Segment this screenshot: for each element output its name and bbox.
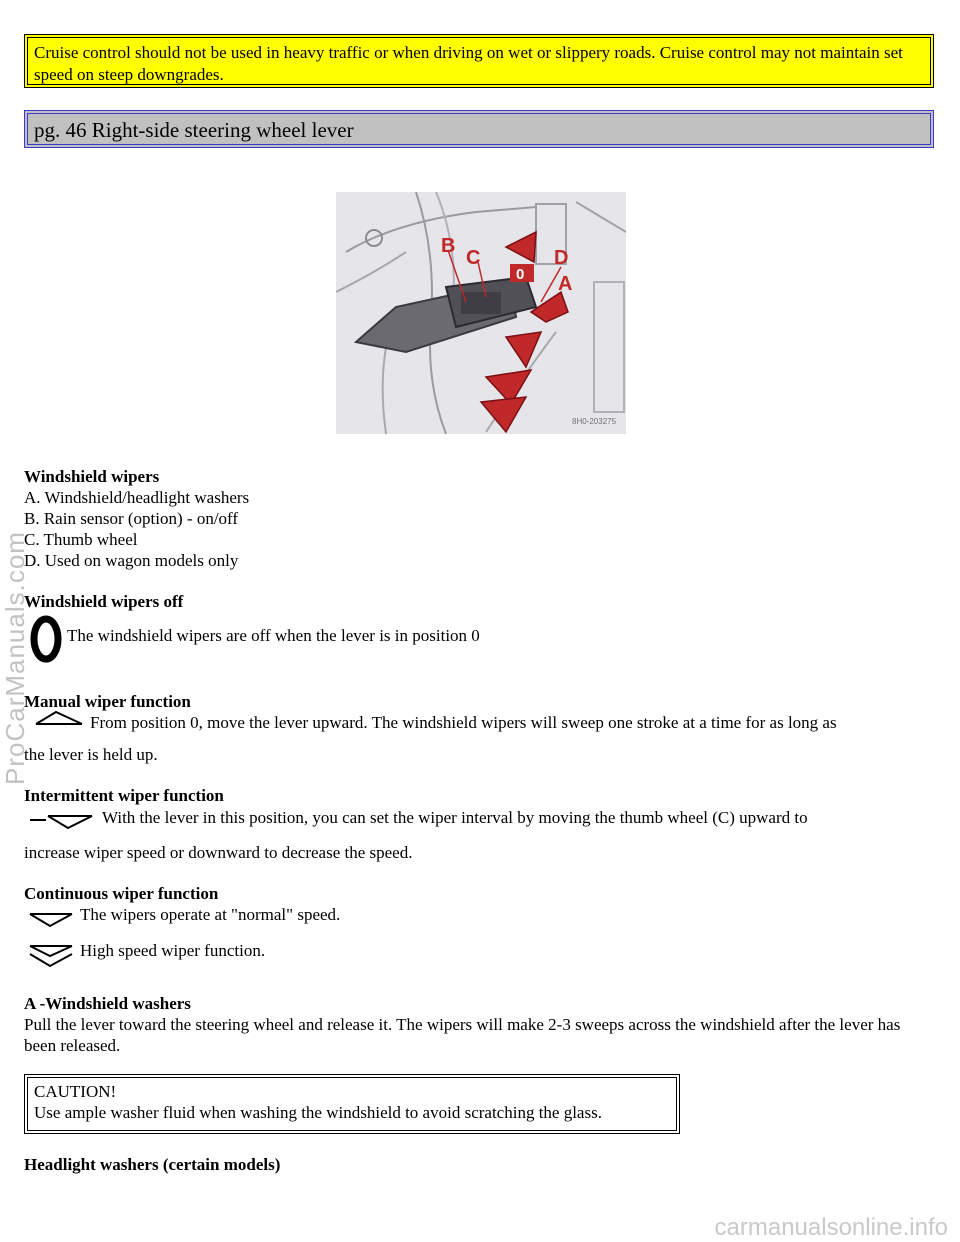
normal-speed-icon xyxy=(28,908,74,930)
svg-text:D: D xyxy=(554,247,569,269)
high-speed-icon xyxy=(28,942,74,970)
watermark-left: ProCarManuals.com xyxy=(0,531,30,785)
svg-text:A: A xyxy=(558,273,573,295)
intermittent-sweep-icon xyxy=(28,808,94,834)
caution-box xyxy=(24,1074,680,1134)
wipers-item-c: C. Thumb wheel xyxy=(24,530,138,549)
manual-text: From position 0, move the lever upward. The windshield wipers will sweep one stroke at a time for as long as xyxy=(90,713,837,732)
wipers-item-d: D. Used on wagon models only xyxy=(24,551,239,570)
lever-diagram-icon xyxy=(336,192,626,434)
wipers-item-b: B. Rain sensor (option) - on/off xyxy=(24,509,239,528)
headlight-washers-title: Headlight washers (certain models) xyxy=(24,1155,281,1174)
single-sweep-icon xyxy=(34,708,84,728)
watermark-bottom: carmanualsonline.info xyxy=(714,1214,948,1241)
lever-illustration xyxy=(336,192,626,434)
wipers-off-text: The windshield wipers are off when the lever is in position 0 xyxy=(67,626,480,645)
manual-text-cont: the lever is held up. xyxy=(24,745,158,764)
wipers-item-a: A. Windshield/headlight washers xyxy=(24,488,250,507)
intermittent-text: With the lever in this position, you can set the wiper interval by moving the thumb wheel (C) upward to xyxy=(102,808,808,827)
wipers-title: Windshield wipers xyxy=(24,467,160,486)
caution-text: Use ample washer fluid when washing the windshield to avoid scratching the glass. xyxy=(34,1103,602,1122)
continuous-title: Continuous wiper function xyxy=(24,884,219,903)
svg-text:B: B xyxy=(441,235,456,257)
washers-title: A -Windshield washers xyxy=(24,994,191,1013)
cruise-warning-box xyxy=(24,34,934,88)
intermittent-title: Intermittent wiper function xyxy=(24,786,224,805)
intermittent-text-cont: increase wiper speed or downward to decrease the speed. xyxy=(24,843,413,862)
svg-text:0: 0 xyxy=(516,266,525,283)
continuous-normal-text: The wipers operate at "normal" speed. xyxy=(80,905,341,924)
manual-title: Manual wiper function xyxy=(24,692,191,711)
washers-text: Pull the lever toward the steering wheel and release it. The wipers will make 2-3 sweeps across the windshield after the lever has been released. xyxy=(24,1015,901,1055)
svg-text:8H0-203275: 8H0-203275 xyxy=(572,417,617,426)
svg-text:C: C xyxy=(466,247,481,269)
caution-title: CAUTION! xyxy=(34,1082,117,1101)
section-heading-text: pg. 46 Right-side steering wheel lever xyxy=(34,118,354,142)
section-heading xyxy=(24,110,934,148)
continuous-high-text: High speed wiper function. xyxy=(80,941,266,960)
wipers-off-title: Windshield wipers off xyxy=(24,592,184,611)
cruise-warning-text: Cruise control should not be used in heavy traffic or when driving on wet or slippery roads. Cruise control may not maintain set speed on steep downgrades. xyxy=(34,43,903,84)
